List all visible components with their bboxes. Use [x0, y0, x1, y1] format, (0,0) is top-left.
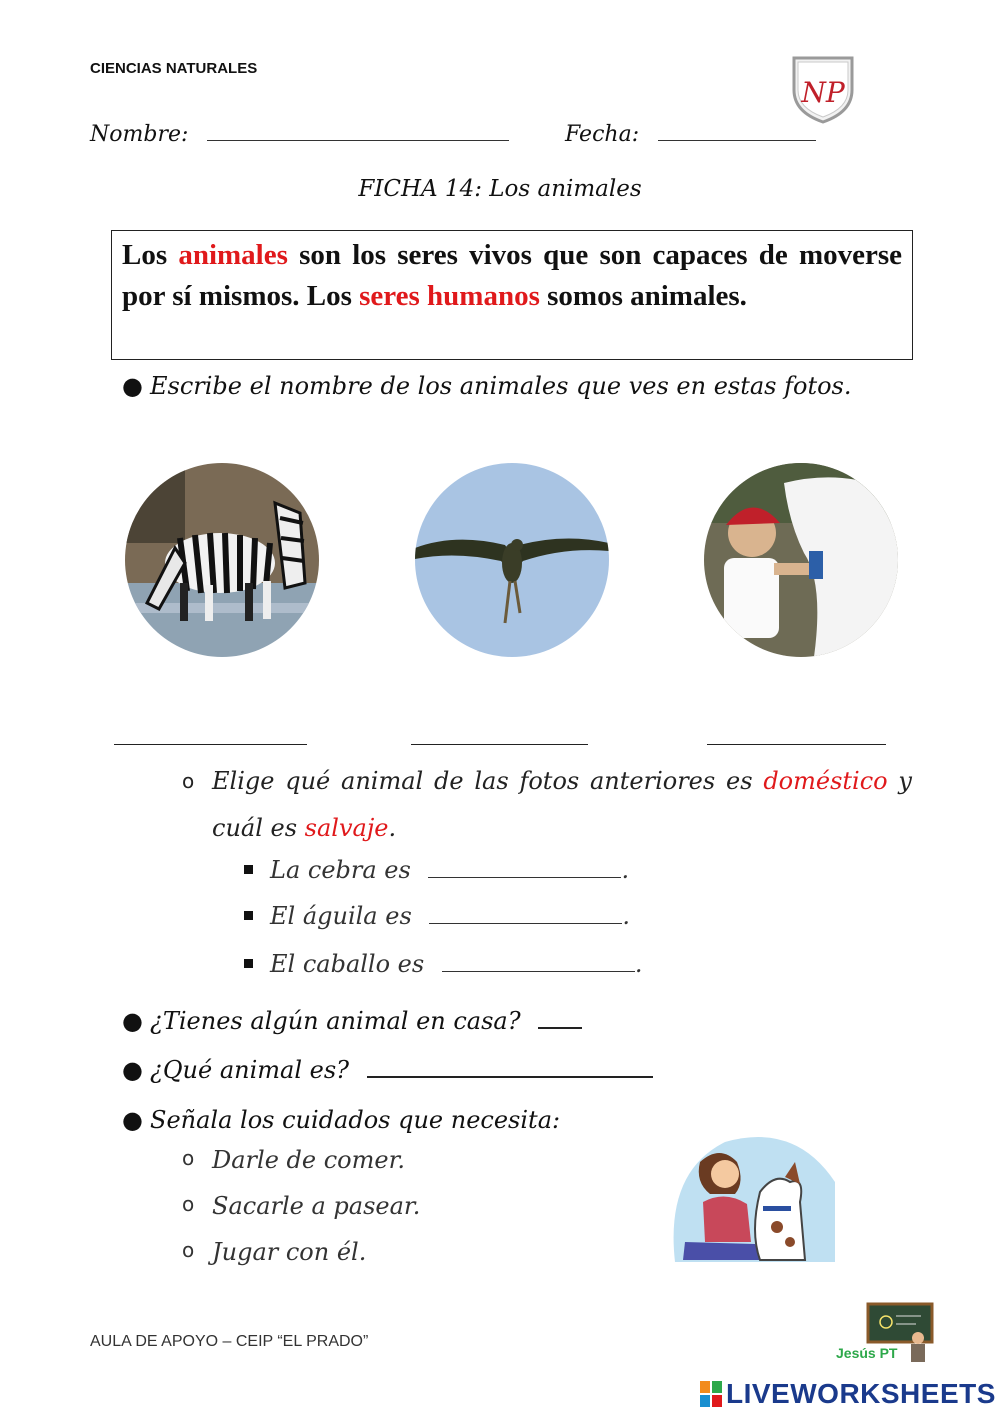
circle-bullet-icon: o	[182, 1192, 195, 1216]
item-cebra: La cebra es .	[270, 856, 629, 884]
square-bullet-icon	[244, 865, 253, 874]
crest-initials: NP	[801, 76, 845, 109]
question-1	[122, 363, 910, 410]
square-bullet-icon	[244, 911, 253, 920]
sub-question-text-2: y cuál es	[212, 767, 912, 842]
name-field[interactable]	[90, 122, 509, 147]
care-option-1[interactable]	[182, 1146, 406, 1174]
question-2-line[interactable]	[538, 1027, 582, 1029]
care-option-1-label: Darle de comer.	[212, 1146, 406, 1174]
sub-question	[182, 758, 912, 852]
horse-photo	[704, 463, 898, 657]
circle-bullet-icon: o	[182, 1146, 195, 1170]
item-aguila-line[interactable]	[429, 923, 622, 924]
name-label: Nombre:	[90, 122, 189, 147]
care-option-2[interactable]	[182, 1192, 421, 1220]
item-caballo-line[interactable]	[442, 971, 635, 972]
name-line[interactable]	[207, 140, 509, 141]
answer-line-horse[interactable]	[707, 726, 886, 745]
definition-text-2: son los seres vivos que son capaces de moverse por sí mismos. Los	[122, 239, 903, 312]
sub-question-text-1: Elige qué animal de las fotos anteriores es	[212, 767, 753, 795]
bullet-icon: ●	[122, 1106, 143, 1134]
bullet-icon: ●	[122, 1056, 143, 1084]
question-1-text: Escribe el nombre de los animales que ves en estas fotos.	[150, 372, 852, 400]
question-3	[122, 1047, 653, 1094]
date-field[interactable]	[565, 122, 816, 147]
definition-text-1: Los	[122, 239, 168, 271]
item-cebra-line[interactable]	[428, 877, 621, 878]
item-aguila-label: El águila es	[270, 902, 412, 930]
school-crest	[788, 52, 858, 124]
question-2-text: ¿Tienes algún animal en casa?	[150, 1007, 521, 1035]
item-aguila: El águila es .	[270, 902, 630, 930]
circle-bullet-icon: o	[182, 769, 195, 793]
date-line[interactable]	[658, 140, 816, 141]
item-caballo: El caballo es .	[270, 950, 642, 978]
question-4	[122, 1097, 561, 1144]
care-option-2-label: Sacarle a pasear.	[212, 1192, 421, 1220]
subject-heading: CIENCIAS NATURALES	[90, 60, 258, 77]
question-2	[122, 998, 582, 1045]
circle-bullet-icon: o	[182, 1238, 195, 1262]
bullet-icon: ●	[122, 372, 143, 400]
item-cebra-label: La cebra es	[270, 856, 411, 884]
worksheet-title: FICHA 14: Los animales	[358, 176, 642, 202]
brand-logo[interactable]: LIVEWORKSHEETS	[726, 1378, 996, 1409]
answer-line-eagle[interactable]	[411, 726, 588, 745]
definition-text-3: somos animales.	[547, 280, 747, 312]
care-option-3-label: Jugar con él.	[212, 1238, 367, 1266]
answer-line-zebra[interactable]	[114, 726, 307, 745]
question-3-line[interactable]	[367, 1076, 653, 1078]
footer-school: AULA DE APOYO – CEIP “EL PRADO”	[90, 1333, 369, 1350]
care-option-3[interactable]	[182, 1238, 367, 1266]
keyword-salvaje: salvaje	[304, 814, 389, 842]
question-4-text: Señala los cuidados que necesita:	[150, 1106, 561, 1134]
keyword-domestico: doméstico	[763, 767, 888, 795]
eagle-photo	[415, 463, 609, 657]
square-bullet-icon	[244, 959, 253, 968]
date-label: Fecha:	[565, 122, 640, 147]
keyword-seres-humanos: seres humanos	[359, 280, 540, 312]
keyword-animales: animales	[178, 239, 288, 271]
teacher-name: Jesús PT	[836, 1345, 898, 1361]
definition-box	[111, 230, 913, 360]
zebra-photo	[125, 463, 319, 657]
question-3-text: ¿Qué animal es?	[150, 1056, 350, 1084]
sub-question-period: .	[388, 814, 397, 842]
live-logo-icon	[700, 1381, 722, 1407]
bullet-icon: ●	[122, 1007, 143, 1035]
item-caballo-label: El caballo es	[270, 950, 425, 978]
girl-dog-illustration	[665, 1132, 840, 1270]
